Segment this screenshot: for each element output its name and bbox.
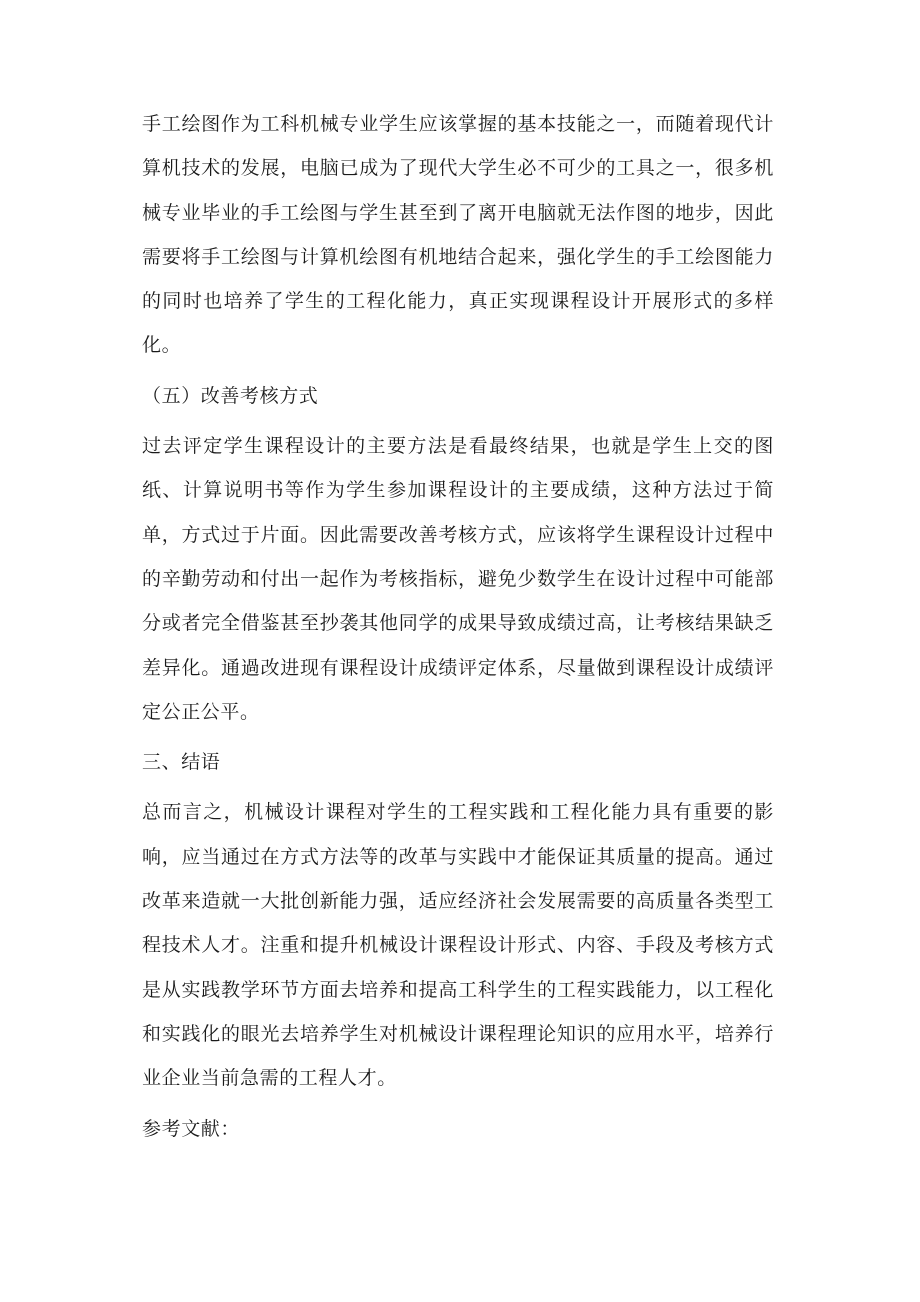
- section-heading-assessment: （五）改善考核方式: [142, 384, 319, 407]
- section-heading-conclusion: 三、结语: [142, 751, 221, 774]
- paragraph-assessment: 过去评定学生课程设计的主要方法是看最终结果，也就是学生上交的图纸、计算说明书等作为学生参加课程设计的主要成绩，这种方法过于简单，方式过于片面。因此需要改善考核方式，应该将学生课程设计过程中的辛勤劳动和付出一起作为考核指标，避免少数学生在设计过程中可能部分或者完全借鉴甚至抄袭其他同学的成果导致成绩过高，让考核结果缺乏差异化。通過改进现有课程设计成绩评定体系，尽量做到课程设计成绩评定公正公平。: [142, 435, 774, 723]
- paragraph-hand-drawing: 手工绘图作为工科机械专业学生应该掌握的基本技能之一，而随着现代计算机技术的发展，电脑已成为了现代大学生必不可少的工具之一，很多机械专业毕业的手工绘图与学生甚至到了离开电脑就无法作图的地步，因此需要将手工绘图与计算机绘图有机地结合起来，强化学生的手工绘图能力的同时也培养了学生的工程化能力，真正实现课程设计开展形式的多样化。: [142, 113, 774, 357]
- document-body: [142, 102, 774, 1151]
- paragraph-conclusion: 总而言之，机械设计课程对学生的工程实践和工程化能力具有重要的影响，应当通过在方式方法等的改革与实践中才能保证其质量的提高。通过改革来造就一大批创新能力强，适应经济社会发展需要的高质量各类型工程技术人才。注重和提升机械设计课程设计形式、内容、手段及考核方式是从实践教学环节方面去培养和提高工科学生的工程实践能力，以工程化和实践化的眼光去培养学生对机械设计课程理论知识的应用水平，培养行业企业当前急需的工程人才。: [142, 801, 774, 1090]
- references-heading: 参考文献：: [142, 1117, 241, 1140]
